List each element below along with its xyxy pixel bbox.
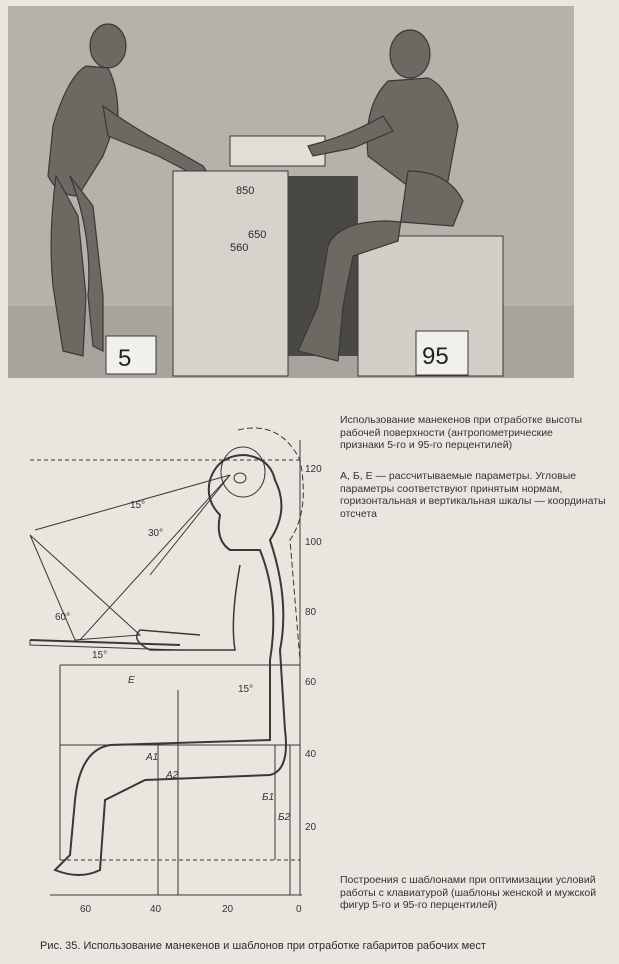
- caption-parameters: А, Б, Е — рассчитываемые параметры. Угловые параметры соответствуют принятым нормам, горизонтальная и вертикальная шкалы — координаты отсчета: [340, 470, 606, 520]
- letter-a1: A1: [146, 752, 159, 763]
- ergonomic-drawing: [0, 400, 330, 920]
- angle-label-3: 60°: [55, 612, 71, 623]
- angle-label-5: 15°: [238, 684, 254, 695]
- scale-tick-60: 60: [305, 677, 317, 688]
- letter-e: E: [128, 675, 135, 686]
- sign-5: 5: [118, 345, 132, 372]
- scale-tick-120: 120: [305, 464, 322, 475]
- photo-mark-560: 560: [230, 242, 249, 254]
- letter-a2: A2: [166, 770, 179, 781]
- photo-mark-850: 850: [236, 185, 255, 197]
- mannequin-photo: [8, 6, 574, 378]
- angle-label-4: 15°: [92, 650, 108, 661]
- bottom-tick-40: 40: [150, 904, 162, 915]
- figure-caption: Рис. 35. Использование манекенов и шаблонов при отработке габаритов рабочих мест: [40, 940, 486, 952]
- sign-95: 95: [422, 343, 449, 370]
- bottom-tick-0: 0: [296, 904, 302, 915]
- photo-mark-650: 650: [248, 229, 267, 241]
- scale-tick-100: 100: [305, 537, 322, 548]
- scale-tick-40: 40: [305, 749, 317, 760]
- bottom-tick-60: 60: [80, 904, 92, 915]
- letter-b2: Б2: [278, 812, 291, 823]
- scale-tick-80: 80: [305, 607, 317, 618]
- scale-tick-20: 20: [305, 822, 317, 833]
- angle-label-1: 15°: [130, 500, 146, 511]
- caption-templates: Построения с шаблонами при оптимизации условий работы с клавиатурой (шаблоны женской и мужской фигур 5-го и 95-го перцентилей): [340, 874, 597, 911]
- caption-mannequins: Использование манекенов при отработке высоты рабочей поверхности (антропометрические признаки 5-го и 95-го перцентилей): [340, 414, 583, 451]
- letter-b1: Б1: [262, 792, 275, 803]
- angle-label-2: 30°: [148, 528, 164, 539]
- bottom-tick-20: 20: [222, 904, 234, 915]
